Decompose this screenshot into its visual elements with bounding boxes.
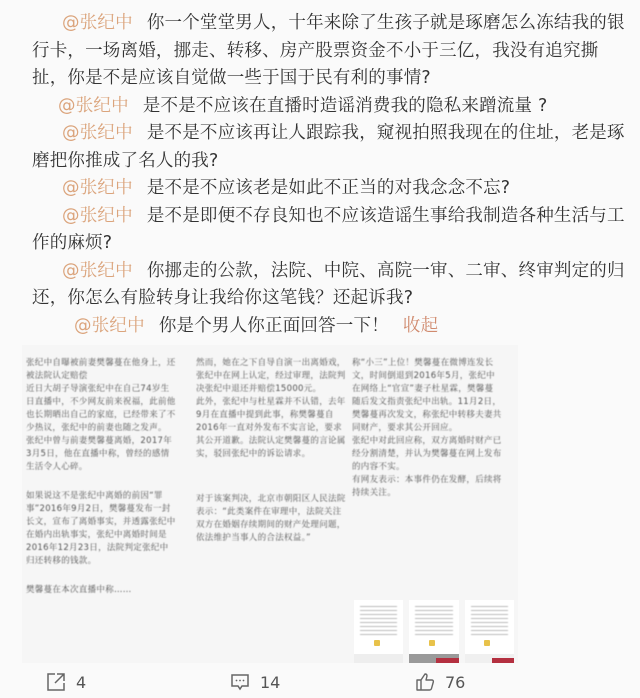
collapse-link[interactable]: 收起: [402, 315, 439, 336]
action-bar: [0, 666, 640, 698]
post-paragraph: [32, 203, 632, 258]
share-button[interactable]: [46, 672, 86, 692]
post-paragraph: [32, 93, 632, 121]
article-text: 樊馨蔓在本次直播中称……: [26, 585, 132, 595]
comment-count: 14: [260, 672, 281, 692]
post-paragraph: [32, 175, 632, 203]
article-text: 张纪中对此回应称，双方离婚时财产已经分割清楚，并认为樊馨蔓在网上发布的内容不实。: [352, 436, 502, 472]
thumbnail: [465, 600, 514, 663]
article-column: [196, 357, 346, 545]
paragraph-text: 你一个堂堂男人，十年来除了生孩子就是琢磨怎么冻结我的银行卡，一场离婚，挪走、转移、房产股票资金不小于三亿，我没有追究撕扯，你是不是应该自觉做一些于国于民有利的事情?: [32, 13, 625, 88]
article-text: 张纪中曾与前妻樊馨蔓离婚，2017年3月5日，他在直播中称，曾经的感情生活令人心碎。: [26, 436, 173, 472]
paragraph-text: 你是个男人你正面回答一下！: [158, 315, 389, 336]
mention-link[interactable]: @张纪中: [62, 123, 133, 143]
mention-link[interactable]: @张纪中: [62, 260, 133, 281]
thumbnail-strip: [354, 600, 514, 663]
mention-link[interactable]: @张纪中: [62, 13, 133, 33]
attached-article-image[interactable]: [22, 345, 518, 663]
paragraph-text: 是不是不应该老是如此不正当的对我念念不忘?: [146, 178, 511, 198]
post-text: [32, 10, 632, 340]
mention-link[interactable]: @张纪中: [62, 178, 133, 198]
comment-icon: [230, 672, 250, 692]
post-paragraph: [32, 10, 632, 93]
like-count: 76: [445, 672, 466, 692]
article-text: 然而，她在之下自导自演一出离婚戏，张纪中在网上认定，经过审理，法院判决张纪中退还并赔偿15000元。: [196, 358, 346, 394]
paragraph-text: 你挪走的公款，法院、中院、高院一审、二审、终审判定的归还，你怎么有脸转身让我给你这笔钱？还起诉我?: [32, 260, 625, 308]
article-text: 近日大胡子导演张纪中在自己74岁生日直播中，不少网友前来祝福，此前他也长期晒出自己的家庭，已经带来了不少热议，张纪中的前妻也随之发声。: [26, 384, 176, 433]
article-text: 如果说这不是张纪中离婚的前因“罪事”2016年9月2日，樊馨蔓发布一封长文，宣布了离婚事实，并透露张纪中在婚内出轨事实，张纪中离婚时间是2016年12月23日，法院判定张纪中归还转移的钱款。: [26, 491, 176, 566]
mention-link[interactable]: @张纪中: [74, 315, 145, 336]
paragraph-text: 是不是即便不存良知也不应该造谣生事给我制造各种生活与工作的麻烦?: [32, 205, 625, 253]
article-text: 张纪中自曝被前妻樊馨蔓在他身上，还被法院认定赔偿: [26, 358, 176, 381]
paragraph-text: 是不是不应该在直播时造谣消费我的隐私来蹭流量 ?: [142, 95, 548, 116]
post-paragraph: [32, 258, 632, 313]
like-button[interactable]: [415, 672, 465, 692]
mention-link[interactable]: @张纪中: [58, 95, 129, 116]
article-text: 对于该案判决，北京市朝阳区人民法院表示：“此类案件在审理中，法院关注双方在婚姻存续期间的财产处理问题，依法维护当事人的合法权益。”: [196, 494, 346, 543]
share-icon: [46, 672, 66, 692]
post-paragraph: [32, 313, 632, 341]
share-count: 4: [76, 672, 87, 692]
article-column: [352, 357, 502, 500]
article-text: 此外，张纪中与杜星霖并不认错，去年9月在直播中提到此事，称樊馨蔓自2016年一直对外发布不实言论，要求其公开道歉。法院认定樊馨蔓的言论属实，驳回张纪中的诉讼请求。: [196, 397, 346, 459]
thumbnail: [354, 600, 403, 663]
mention-link[interactable]: @张纪中: [62, 205, 133, 226]
article-text: 有网友表示：本事件仍在发酵，后续将持续关注。: [352, 475, 502, 498]
thumbs-up-icon: [415, 672, 435, 692]
article-text: 称“小三”上位！樊馨蔓在微博连发长文，时间倒退到2016年5月，张纪中在网络上“官宣”妻子杜星霖，樊馨蔓随后发文指责张纪中出轨。11月2日，樊馨蔓再次发文，称张纪中转移夫妻共同财产，要求其公开回应。: [352, 358, 502, 433]
comment-button[interactable]: [230, 672, 280, 692]
article-column: [26, 357, 176, 597]
thumbnail: [409, 600, 458, 663]
paragraph-text: 是不是不应该再让人跟踪我，窥视拍照我现在的住址，老是琢磨把你推成了名人的我?: [32, 123, 625, 171]
post-paragraph: [32, 120, 632, 175]
